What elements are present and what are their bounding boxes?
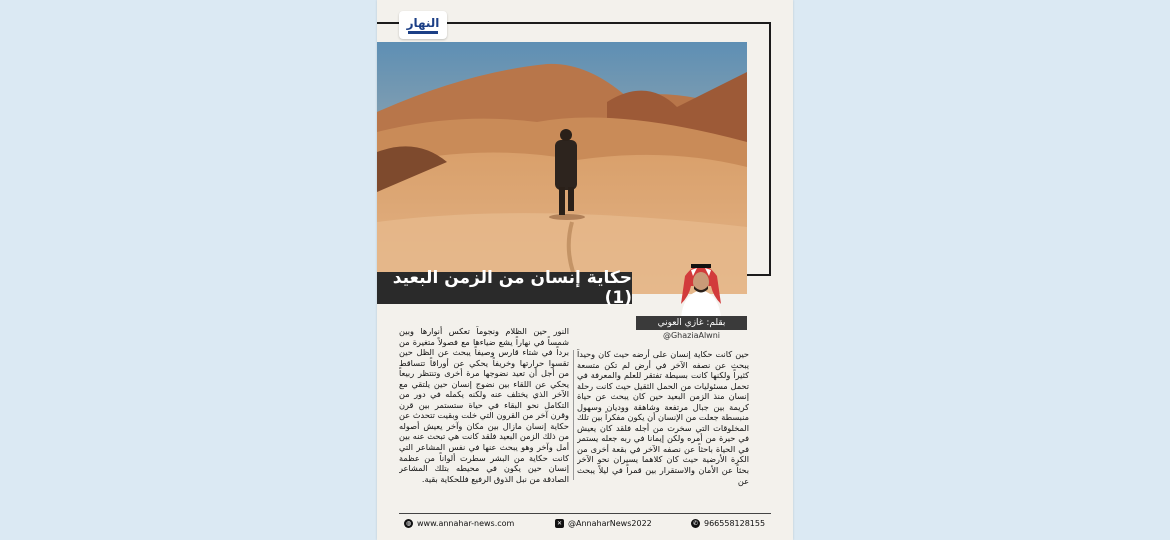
frame-line-bottom bbox=[743, 274, 771, 276]
footer-website[interactable] bbox=[404, 516, 514, 530]
author-handle[interactable]: @GhaziaAlwni bbox=[662, 331, 721, 340]
footer-x[interactable] bbox=[555, 516, 652, 530]
article-title: حكاية إنسان من الزمن البعيد (1) bbox=[377, 272, 632, 304]
whatsapp-icon: ✆ bbox=[692, 519, 699, 527]
footer-whatsapp[interactable] bbox=[691, 516, 765, 530]
website-text[interactable]: www.annahar-news.com bbox=[417, 518, 515, 528]
frame-line-right bbox=[769, 22, 771, 276]
article-column-left: النور حين الظلام ونجوماً تعكس أنوارها وبين شمساً في نهاراً يشع ضياءها مع فصولاً متغيرة من برداً في شتاء قارس وصيفاً يبحث عن الظل حين تقسوا حرارتها وخريفاً يحكي عن أوراقاً تتساقط من أجل أن تعيد نضوجها مرة أخرى وتنتظر ربيعاً يحكي عن اللقاء بين نضوج إنسان حين يلتقي مع الآخر الذي يختلف عنه ولكنه يكمله في دور من التكامل نحو البقاء في حياة ستستمر بين قرن وقرن آخر من القرون التي خلت وبقيت تتحدث عن حكاية إنسان مازال بين مكان وآخر يعيش أصوله من ذلك الزمن البعيد فلقد كانت هي تبحث عنه بين أمل وآخر وهو يبحث عنها في نفس المشاعر التي كانت حكاية من البشر سطرت ألواناً من عظمة إنسان حين يكون في محيطه بتلك المشاعر الصادقة من نبل الذوق الرفيع فللحكاية بقية. bbox=[399, 326, 569, 484]
footer-divider bbox=[399, 513, 771, 514]
author-photo bbox=[661, 256, 741, 318]
logo-bar bbox=[408, 31, 438, 34]
x-handle-text[interactable]: @AnnaharNews2022 bbox=[568, 518, 652, 528]
author-name: بقلم: غازي العوني bbox=[636, 316, 747, 330]
newspaper-page bbox=[377, 0, 793, 540]
whatsapp-text[interactable]: 966558128155 bbox=[704, 518, 766, 528]
x-icon: ✕ bbox=[556, 519, 563, 527]
globe-icon: ◍ bbox=[405, 519, 412, 527]
article-column-right: حين كانت حكاية إنسان على أرضه حيث كان وحيداً يبحث عن نصفه الآخر في أرض لم تكن متسعة كثيراً ولكنها كانت بسيطة تفتقر للعلم والمعرفة في تحمل مسئوليات من الحمل الثقيل حيث كانت رحلة إنسان منذ الزمن البعيد حين كان يبحث عن حياة كريمة بين جبال مرتفعة وشاهقة ووديان وسهول منبسطة جعلت من الإنسان أن يكون مفكراً بين تلك المخلوقات التي سخرت من أجله فلقد كان يعيش في حيرة من أمره ولكن إيمانا في ربه جعله يستمر في الحياة باحثاً عن نصفه الآخر في بقعة أخرى من الكرة الأرضية حيث كان كلاهما يسيران نحو الآخر بحثاً عن الأمان والاستقرار بين قمراً في ليلاً يبحث عن bbox=[577, 349, 749, 486]
column-divider bbox=[573, 350, 574, 480]
annahar-logo bbox=[399, 11, 447, 39]
logo-mark: النهار bbox=[406, 15, 440, 30]
